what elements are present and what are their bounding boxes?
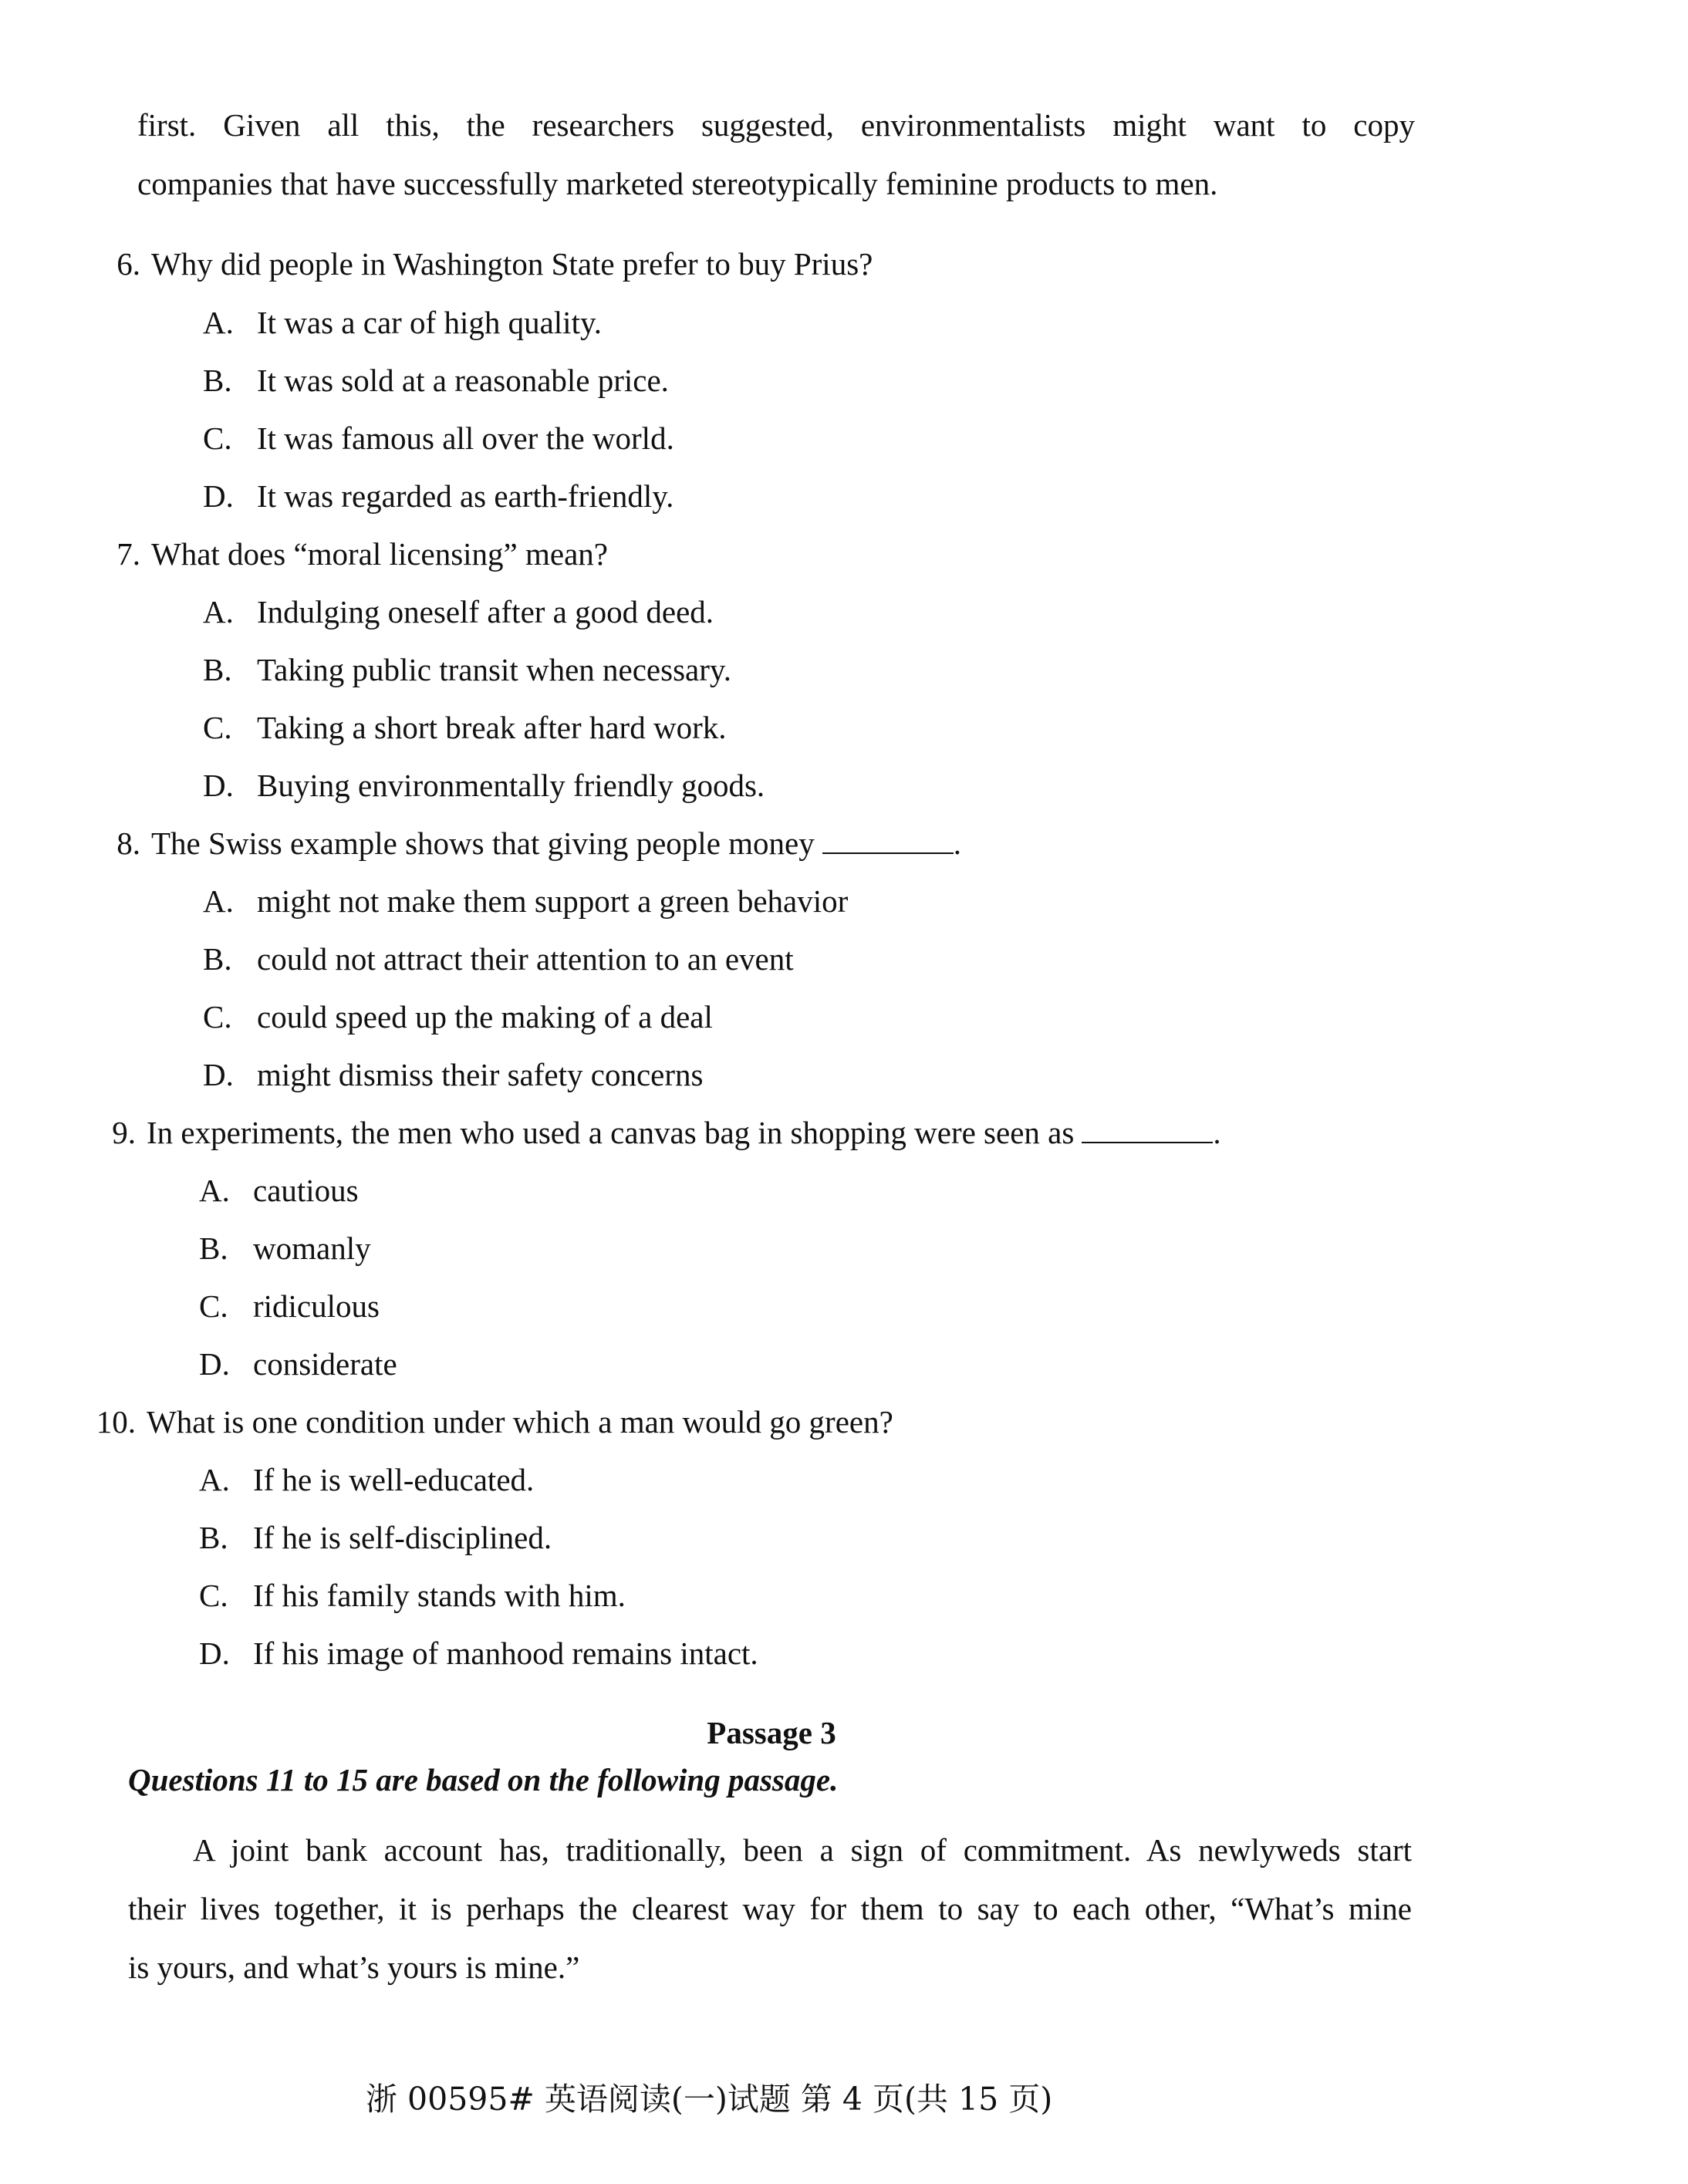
option-label: A.: [203, 594, 234, 630]
paragraph-line: A joint bank account has, traditionally, been a sign of commitment. As newlyweds start: [193, 1832, 1412, 1868]
option-label: A.: [199, 1173, 230, 1208]
option-label: C.: [203, 710, 232, 745]
option-label: B.: [199, 1230, 228, 1266]
paragraph-line: first. Given all this, the researchers suggested, environmentalists might want to copy: [137, 107, 1415, 143]
option-b: [199, 1229, 371, 1268]
question-text: Why did people in Washington State prefer to buy Prius?: [151, 246, 873, 282]
option-text: might not make them support a green behavior: [257, 883, 849, 919]
option-d: [203, 1055, 703, 1094]
option-d: [199, 1345, 397, 1383]
option-label: A.: [203, 305, 234, 340]
question-text: The Swiss example shows that giving people money: [151, 825, 815, 861]
passage-heading: Passage 3: [707, 1715, 836, 1750]
option-text: womanly: [253, 1230, 371, 1266]
answer-blank: [822, 826, 954, 854]
intro-paragraph: [137, 96, 1415, 213]
option-b: [203, 650, 731, 689]
option-label: C.: [203, 420, 232, 456]
option-label: D.: [203, 768, 234, 803]
option-d: [203, 477, 674, 515]
option-text: It was sold at a reasonable price.: [257, 363, 669, 398]
paragraph-line: their lives together, it is perhaps the clearest way for them to say to each other, “What’s mine: [128, 1891, 1412, 1926]
option-text: Taking public transit when necessary.: [257, 652, 731, 687]
option-text: Indulging oneself after a good deed.: [257, 594, 714, 630]
paragraph-line: companies that have successfully marketed stereotypically feminine products to men.: [137, 166, 1218, 201]
option-label: B.: [203, 941, 232, 977]
option-label: D.: [199, 1346, 230, 1382]
option-label: B.: [203, 363, 232, 398]
question-text: What is one condition under which a man would go green?: [147, 1404, 893, 1440]
option-text: If he is well-educated.: [253, 1462, 535, 1497]
option-label: D.: [203, 1057, 234, 1092]
option-text: It was a car of high quality.: [257, 305, 603, 340]
option-label: A.: [199, 1462, 230, 1497]
option-text: could not attract their attention to an event: [257, 941, 794, 977]
question-number: 7.: [116, 536, 140, 572]
option-d: [203, 766, 765, 805]
option-a: [199, 1171, 359, 1210]
option-text: cautious: [253, 1173, 359, 1208]
question-number: 9.: [112, 1115, 136, 1150]
question-8: [86, 824, 961, 862]
paragraph-line: is yours, and what’s yours is mine.”: [128, 1949, 580, 1985]
answer-blank: [1082, 1116, 1213, 1143]
option-text: Taking a short break after hard work.: [257, 710, 727, 745]
option-a: [203, 303, 602, 342]
option-c: [203, 419, 674, 457]
option-label: D.: [199, 1635, 230, 1671]
question-number: 6.: [116, 246, 140, 282]
passage-paragraph: [128, 1821, 1412, 1997]
option-a: [199, 1460, 534, 1499]
option-b: [203, 940, 794, 978]
question-text: What does “moral licensing” mean?: [151, 536, 608, 572]
option-c: [203, 997, 713, 1036]
option-a: [203, 592, 714, 631]
option-label: C.: [199, 1288, 228, 1324]
question-number: 8.: [116, 825, 140, 861]
option-label: D.: [203, 478, 234, 514]
option-text: could speed up the making of a deal: [257, 999, 713, 1035]
option-label: C.: [203, 999, 232, 1035]
question-text: In experiments, the men who used a canvas bag in shopping were seen as: [147, 1115, 1075, 1150]
question-number: 10.: [96, 1404, 136, 1440]
option-text: might dismiss their safety concerns: [257, 1057, 704, 1092]
option-label: B.: [203, 652, 232, 687]
question-6: [86, 245, 873, 283]
question-9: [82, 1113, 1221, 1152]
option-text: considerate: [253, 1346, 397, 1382]
option-d: [199, 1634, 758, 1673]
option-text: ridiculous: [253, 1288, 380, 1324]
option-b: [199, 1518, 552, 1557]
option-label: A.: [203, 883, 234, 919]
option-text: If he is self-disciplined.: [253, 1520, 552, 1555]
option-text: It was famous all over the world.: [257, 420, 674, 456]
option-c: [203, 708, 726, 747]
page-footer: 浙 00595# 英语阅读(一)试题 第 4 页(共 15 页): [366, 2081, 1053, 2118]
question-10: [82, 1403, 893, 1441]
option-text: If his family stands with him.: [253, 1578, 626, 1613]
option-b: [203, 361, 669, 400]
passage-instructions: Questions 11 to 15 are based on the following passage.: [128, 1762, 839, 1797]
option-c: [199, 1576, 626, 1615]
option-text: Buying environmentally friendly goods.: [257, 768, 765, 803]
question-7: [86, 535, 608, 573]
option-label: C.: [199, 1578, 228, 1613]
option-a: [203, 882, 848, 920]
question-period: .: [1213, 1115, 1221, 1150]
question-period: .: [953, 825, 961, 861]
option-text: If his image of manhood remains intact.: [253, 1635, 758, 1671]
option-c: [199, 1287, 380, 1325]
option-text: It was regarded as earth-friendly.: [257, 478, 674, 514]
option-label: B.: [199, 1520, 228, 1555]
